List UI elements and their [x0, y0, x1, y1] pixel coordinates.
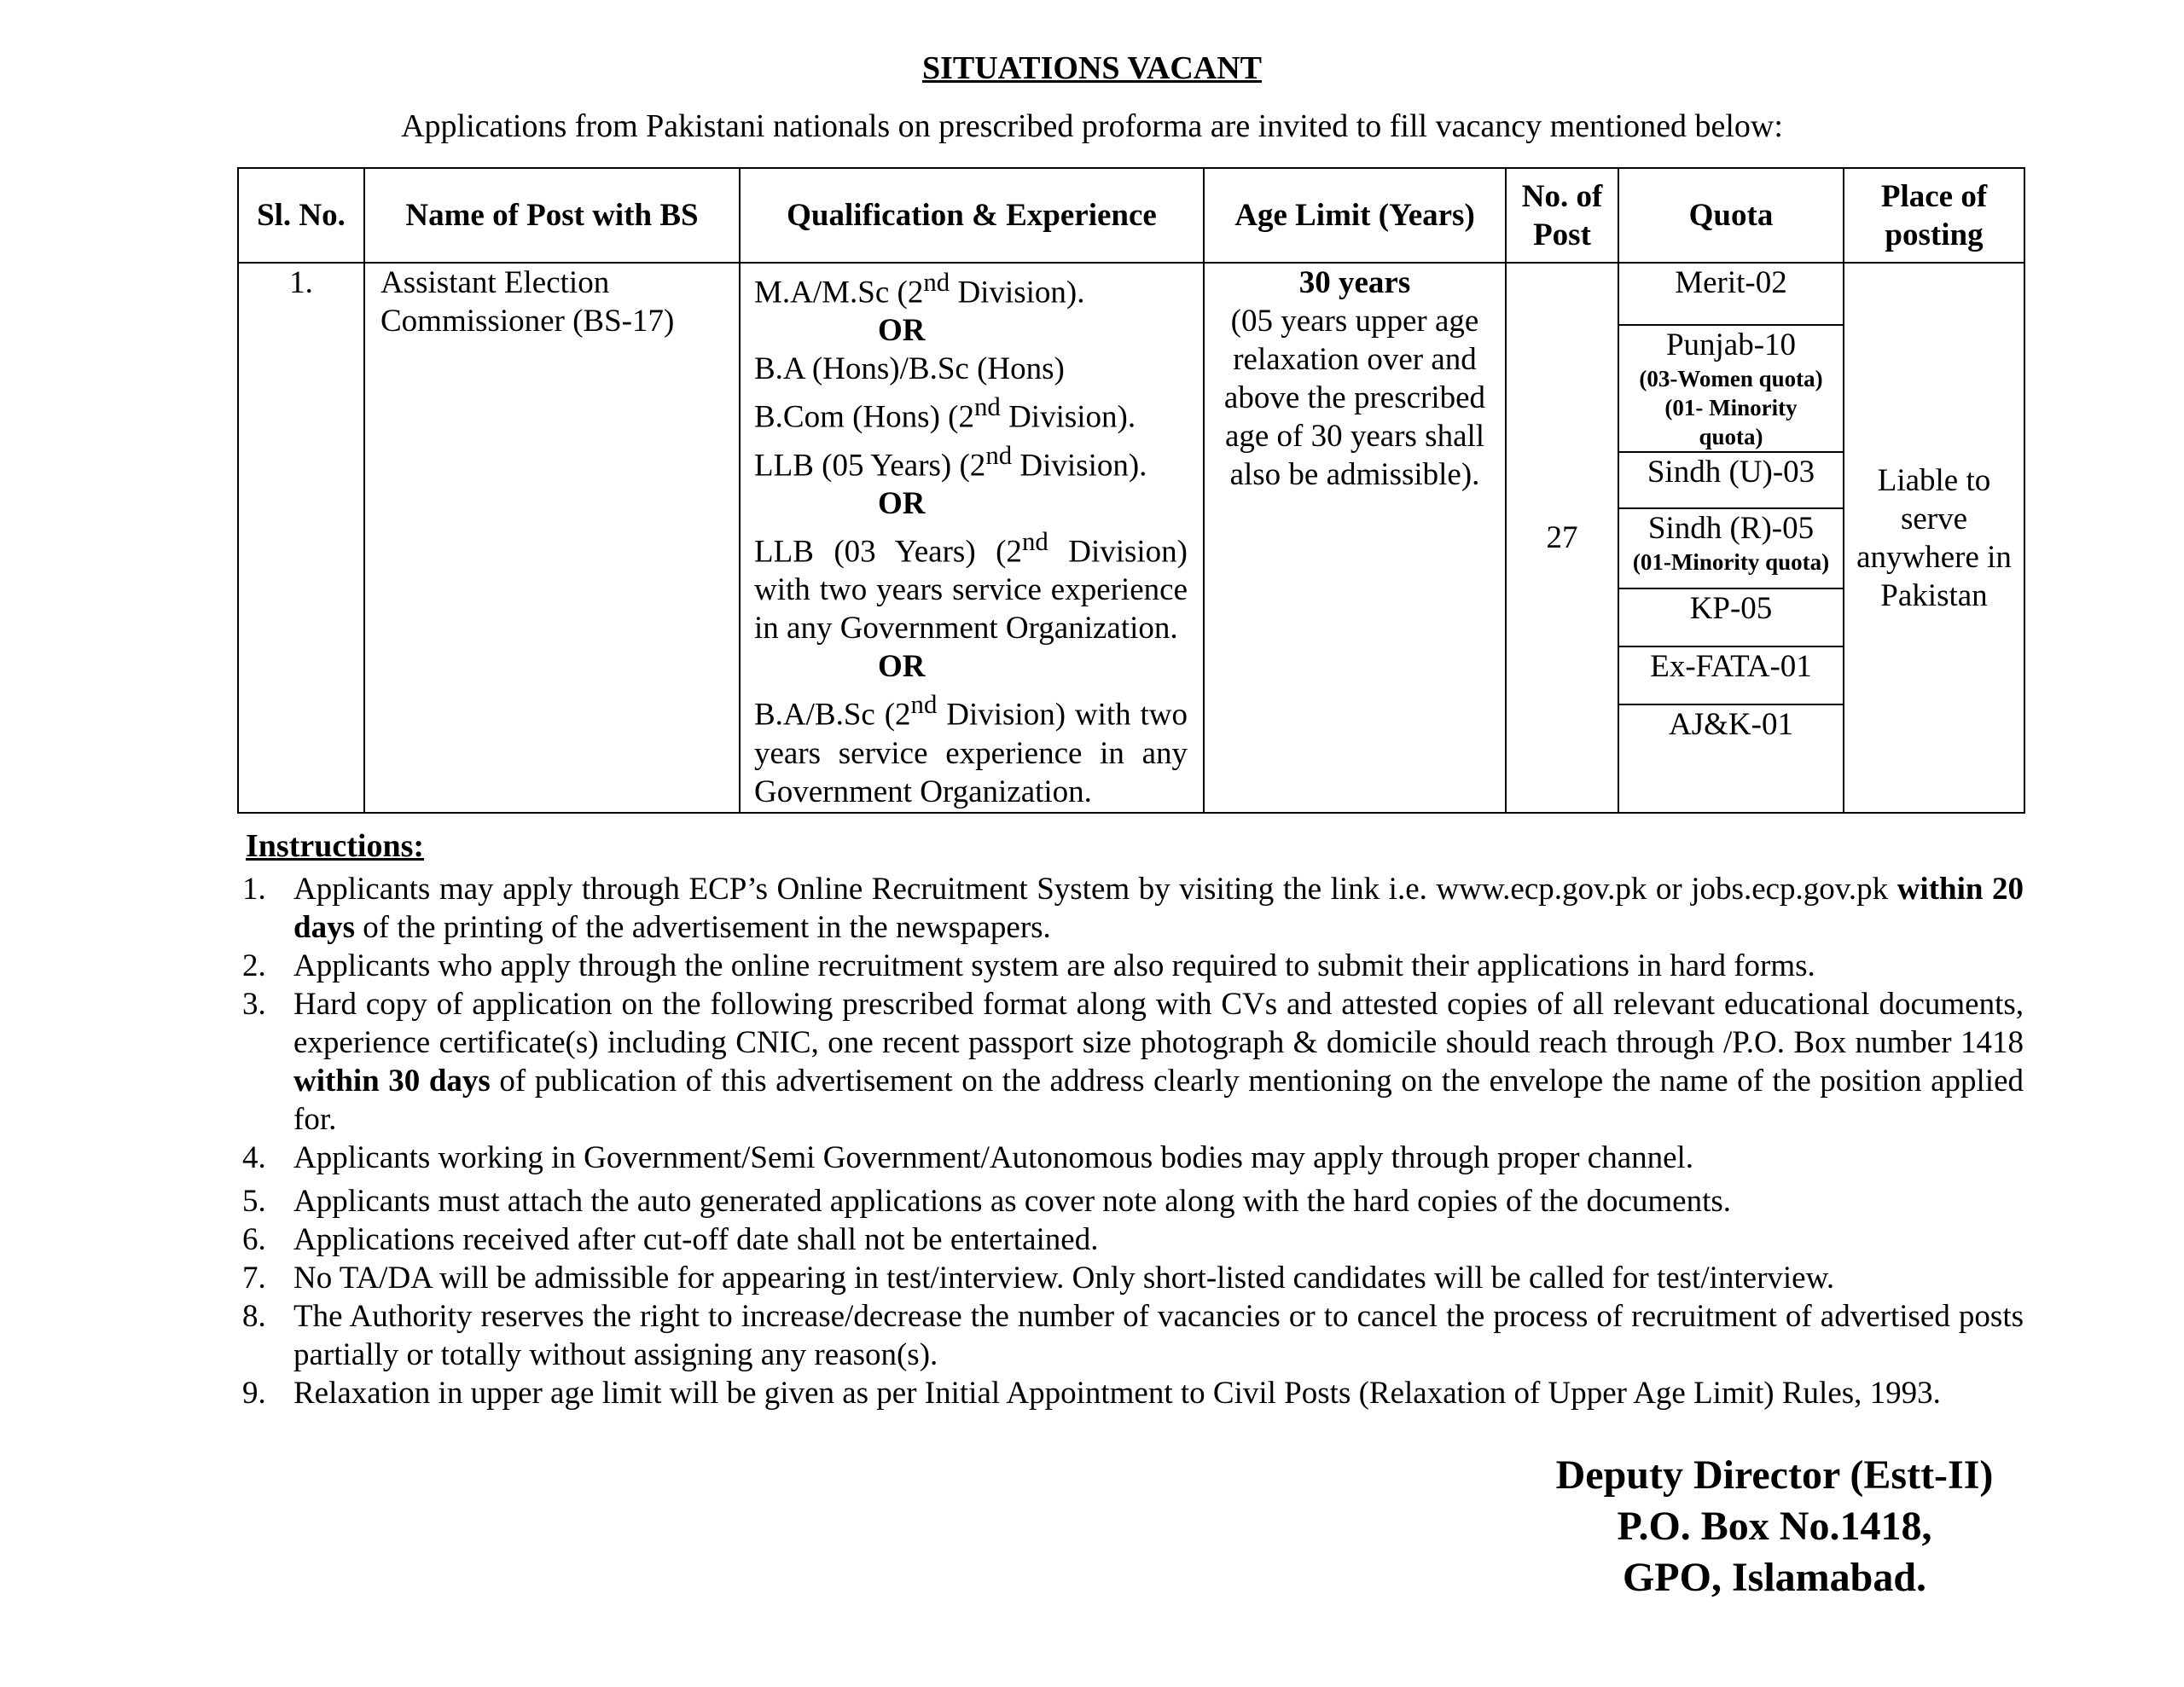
- header-sl: Sl. No.: [238, 168, 364, 263]
- list-item: 9. Relaxation in upper age limit will be given as per Initial Appointment to Civil Posts (Relaxation of Upper Age Limit) Rules, 1993.: [242, 1376, 1941, 1411]
- table-header-row: [238, 168, 2024, 263]
- list-item: 8. The Authority reserves the right to increase/decrease the number of vacancies or to cancel the process of recruitment of advertised posts partially or totally without assigning any reason(s).: [242, 1299, 2024, 1372]
- instructions-list: [239, 870, 2024, 1412]
- signature-title: Deputy Director (Estt-II): [1555, 1452, 1994, 1498]
- cell-post: Assistant Election Commissioner (BS-17): [364, 263, 740, 813]
- quota-ajk: AJ&K-01: [1619, 704, 1843, 812]
- cell-sl: 1.: [238, 263, 364, 813]
- signature-po-box: P.O. Box No.1418,: [1617, 1504, 1932, 1549]
- intro-text: Applications from Pakistani nationals on prescribed proforma are invited to fill vacancy mentioned below:: [401, 108, 1783, 144]
- vacancy-table: [237, 167, 2025, 814]
- list-item: 6. Applications received after cut-off date shall not be entertained.: [242, 1222, 1099, 1257]
- header-age: Age Limit (Years): [1204, 168, 1506, 263]
- quota-ex-fata: Ex-FATA-01: [1619, 646, 1843, 704]
- header-no-of-post: No. of Post: [1506, 168, 1618, 263]
- list-item: 5. Applicants must attach the auto generated applications as cover note along with the hard copies of the documents.: [242, 1184, 1732, 1219]
- signature-block: [1519, 1450, 2030, 1603]
- cell-no-of-post: 27: [1506, 263, 1618, 813]
- list-item: 4. Applicants working in Government/Semi Government/Autonomous bodies may apply through proper channel.: [242, 1140, 1694, 1175]
- quota-sindh-urban: Sindh (U)-03: [1619, 452, 1843, 508]
- signature-city: GPO, Islamabad.: [1622, 1555, 1927, 1600]
- instructions-heading: Instructions:: [246, 828, 425, 864]
- header-qualification: Qualification & Experience: [740, 168, 1204, 263]
- cell-qualification: M.A/M.Sc (2nd Division). OR B.A (Hons)/B.Sc (Hons) B.Com (Hons) (2nd Division). LLB (05 Years) (2nd Division). OR LLB (03 Years) (2nd Division) with two years service experience in any Government Organization. OR B.A/B.Sc (2nd Division) with two years service experience in any Government Organization.: [740, 263, 1204, 813]
- quota-merit: Merit-02: [1675, 265, 1787, 300]
- list-item: 7. No TA/DA will be admissible for appearing in test/interview. Only short-listed candidates will be called for test/interview.: [242, 1261, 1835, 1296]
- cell-age-limit: 30 years (05 years upper age relaxation over and above the prescribed age of 30 years shall also be admissible).: [1204, 263, 1506, 813]
- list-item: 2. Applicants who apply through the online recruitment system are also required to submit their applications in hard forms.: [242, 948, 1815, 983]
- table-row: [238, 263, 2024, 813]
- list-item: 1. Applicants may apply through ECP’s Online Recruitment System by visiting the link i.e. www.ecp.gov.pk or jobs.ecp.gov.pk within 20 days of the printing of the advertisement in the newspapers.: [242, 872, 2024, 945]
- quota-sindh-rural: Sindh (R)-05 (01-Minority quota): [1619, 508, 1843, 588]
- header-quota: Quota: [1618, 168, 1844, 263]
- header-post: Name of Post with BS: [364, 168, 740, 263]
- list-item: 3. Hard copy of application on the following prescribed format along with CVs and attested copies of all relevant educational documents, experience certificate(s) including CNIC, one recent passport size photograph & domicile should reach through /P.O. Box number 1418 within 30 days of publication of this advertisement on the address clearly mentioning on the envelope the name of the position applied for.: [242, 987, 2024, 1137]
- quota-punjab: Punjab-10 (03-Women quota) (01- Minority quota): [1619, 325, 1843, 452]
- quota-kp: KP-05: [1619, 588, 1843, 646]
- header-place: Place of posting: [1844, 168, 2024, 263]
- cell-place-of-posting: Liable to serve anywhere in Pakistan: [1844, 263, 2024, 813]
- page-title: SITUATIONS VACANT: [921, 50, 1263, 86]
- cell-quota: [1618, 263, 1844, 813]
